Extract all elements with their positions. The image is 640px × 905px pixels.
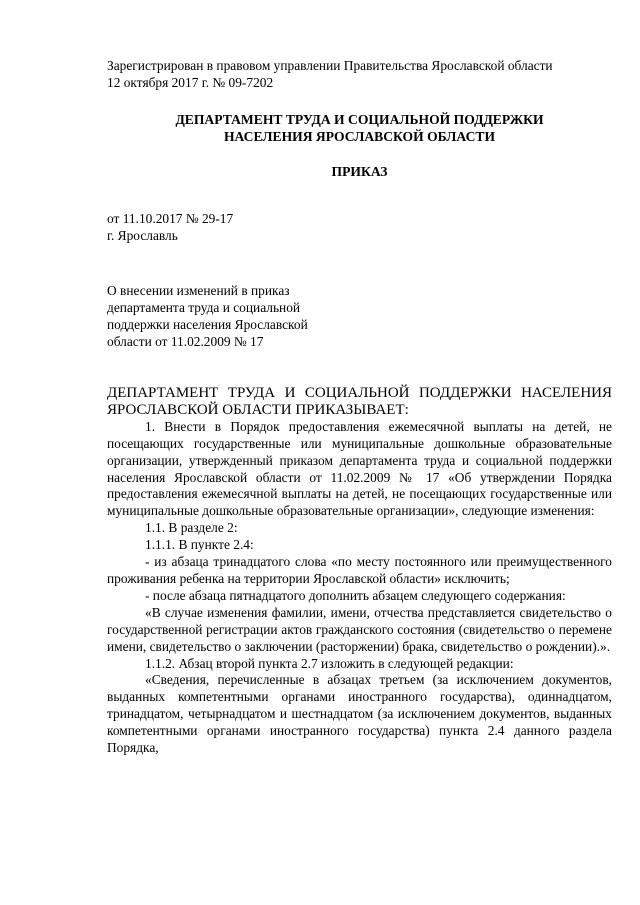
order-subject (107, 282, 308, 350)
paragraph-7: 1.1.2. Абзац второй пункта 2.7 изложить в следующей редакции: (145, 655, 514, 671)
registration-note (107, 57, 612, 91)
lead-line-2: ЯРОСЛАВСКОЙ ОБЛАСТИ ПРИКАЗЫВАЕТ: (107, 401, 409, 418)
subject-line-2: департамента труда и социальной (107, 300, 301, 315)
paragraph-3: 1.1.1. В пункте 2.4: (145, 537, 254, 553)
order-body (107, 385, 612, 757)
order-lead (107, 385, 612, 419)
paragraph-1: 1. Внести в Порядок предоставления ежемесячной выплаты на детей, не посещающих государственные или муниципальные дошкольные образовательные организации, утвержденный приказом департамента труда и социальной поддержки населения Ярославской области от 11.02.2009 № 17 «Об утверждении Порядка предоставления ежемесячной выплаты на детей, не посещающих государственные или муниципальные дошкольные образовательные организации», следующие изменения: (107, 418, 612, 519)
subject-line-3: поддержки населения Ярославской (107, 317, 308, 332)
paragraph-2: 1.1. В разделе 2: (145, 520, 238, 536)
paragraph-8: «Сведения, перечисленные в абзацах третьем (за исключением документов, выданных компетентными органами иностранного государства), одиннадцатом, тринадцатом, четырнадцатом и шестнадцатом (за исключением документов, выданных компетентными органами иностранного государства) пункта 2.4 данного раздела Порядка, (107, 672, 612, 756)
registration-line-1: Зарегистрирован в правовом управлении Правительства Ярославской области (107, 58, 553, 73)
order-date-number: от 11.10.2017 № 29-17 (107, 211, 234, 226)
registration-line-2: 12 октября 2017 г. № 09-7202 (107, 75, 274, 90)
order-city: г. Ярославль (107, 228, 178, 243)
department-line-2: НАСЕЛЕНИЯ ЯРОСЛАВСКОЙ ОБЛАСТИ (223, 129, 496, 144)
paragraph-6: «В случае изменения фамилии, имени, отчества представляется свидетельство о государственной регистрации актов гражданского состояния (свидетельство о перемене имени, свидетельство о заключении (расторжении) брака, свидетельство о рождении).». (107, 604, 612, 654)
department-line-1: ДЕПАРТАМЕНТ ТРУДА И СОЦИАЛЬНОЙ ПОДДЕРЖКИ (175, 112, 544, 127)
lead-line-1: ДЕПАРТАМЕНТ ТРУДА И СОЦИАЛЬНОЙ ПОДДЕРЖКИ НАСЕЛЕНИЯ (107, 385, 612, 401)
paragraph-5: - после абзаца пятнадцатого дополнить абзацем следующего содержания: (145, 587, 566, 603)
department-heading (107, 111, 612, 145)
order-meta (107, 210, 233, 244)
subject-line-4: области от 11.02.2009 № 17 (107, 334, 264, 349)
document-type-title: ПРИКАЗ (331, 164, 388, 179)
paragraph-4: - из абзаца тринадцатого слова «по месту постоянного или преимущественного проживания ребенка на территории Ярославской области» исключить; (107, 554, 612, 586)
subject-line-1: О внесении изменений в приказ (107, 283, 290, 298)
